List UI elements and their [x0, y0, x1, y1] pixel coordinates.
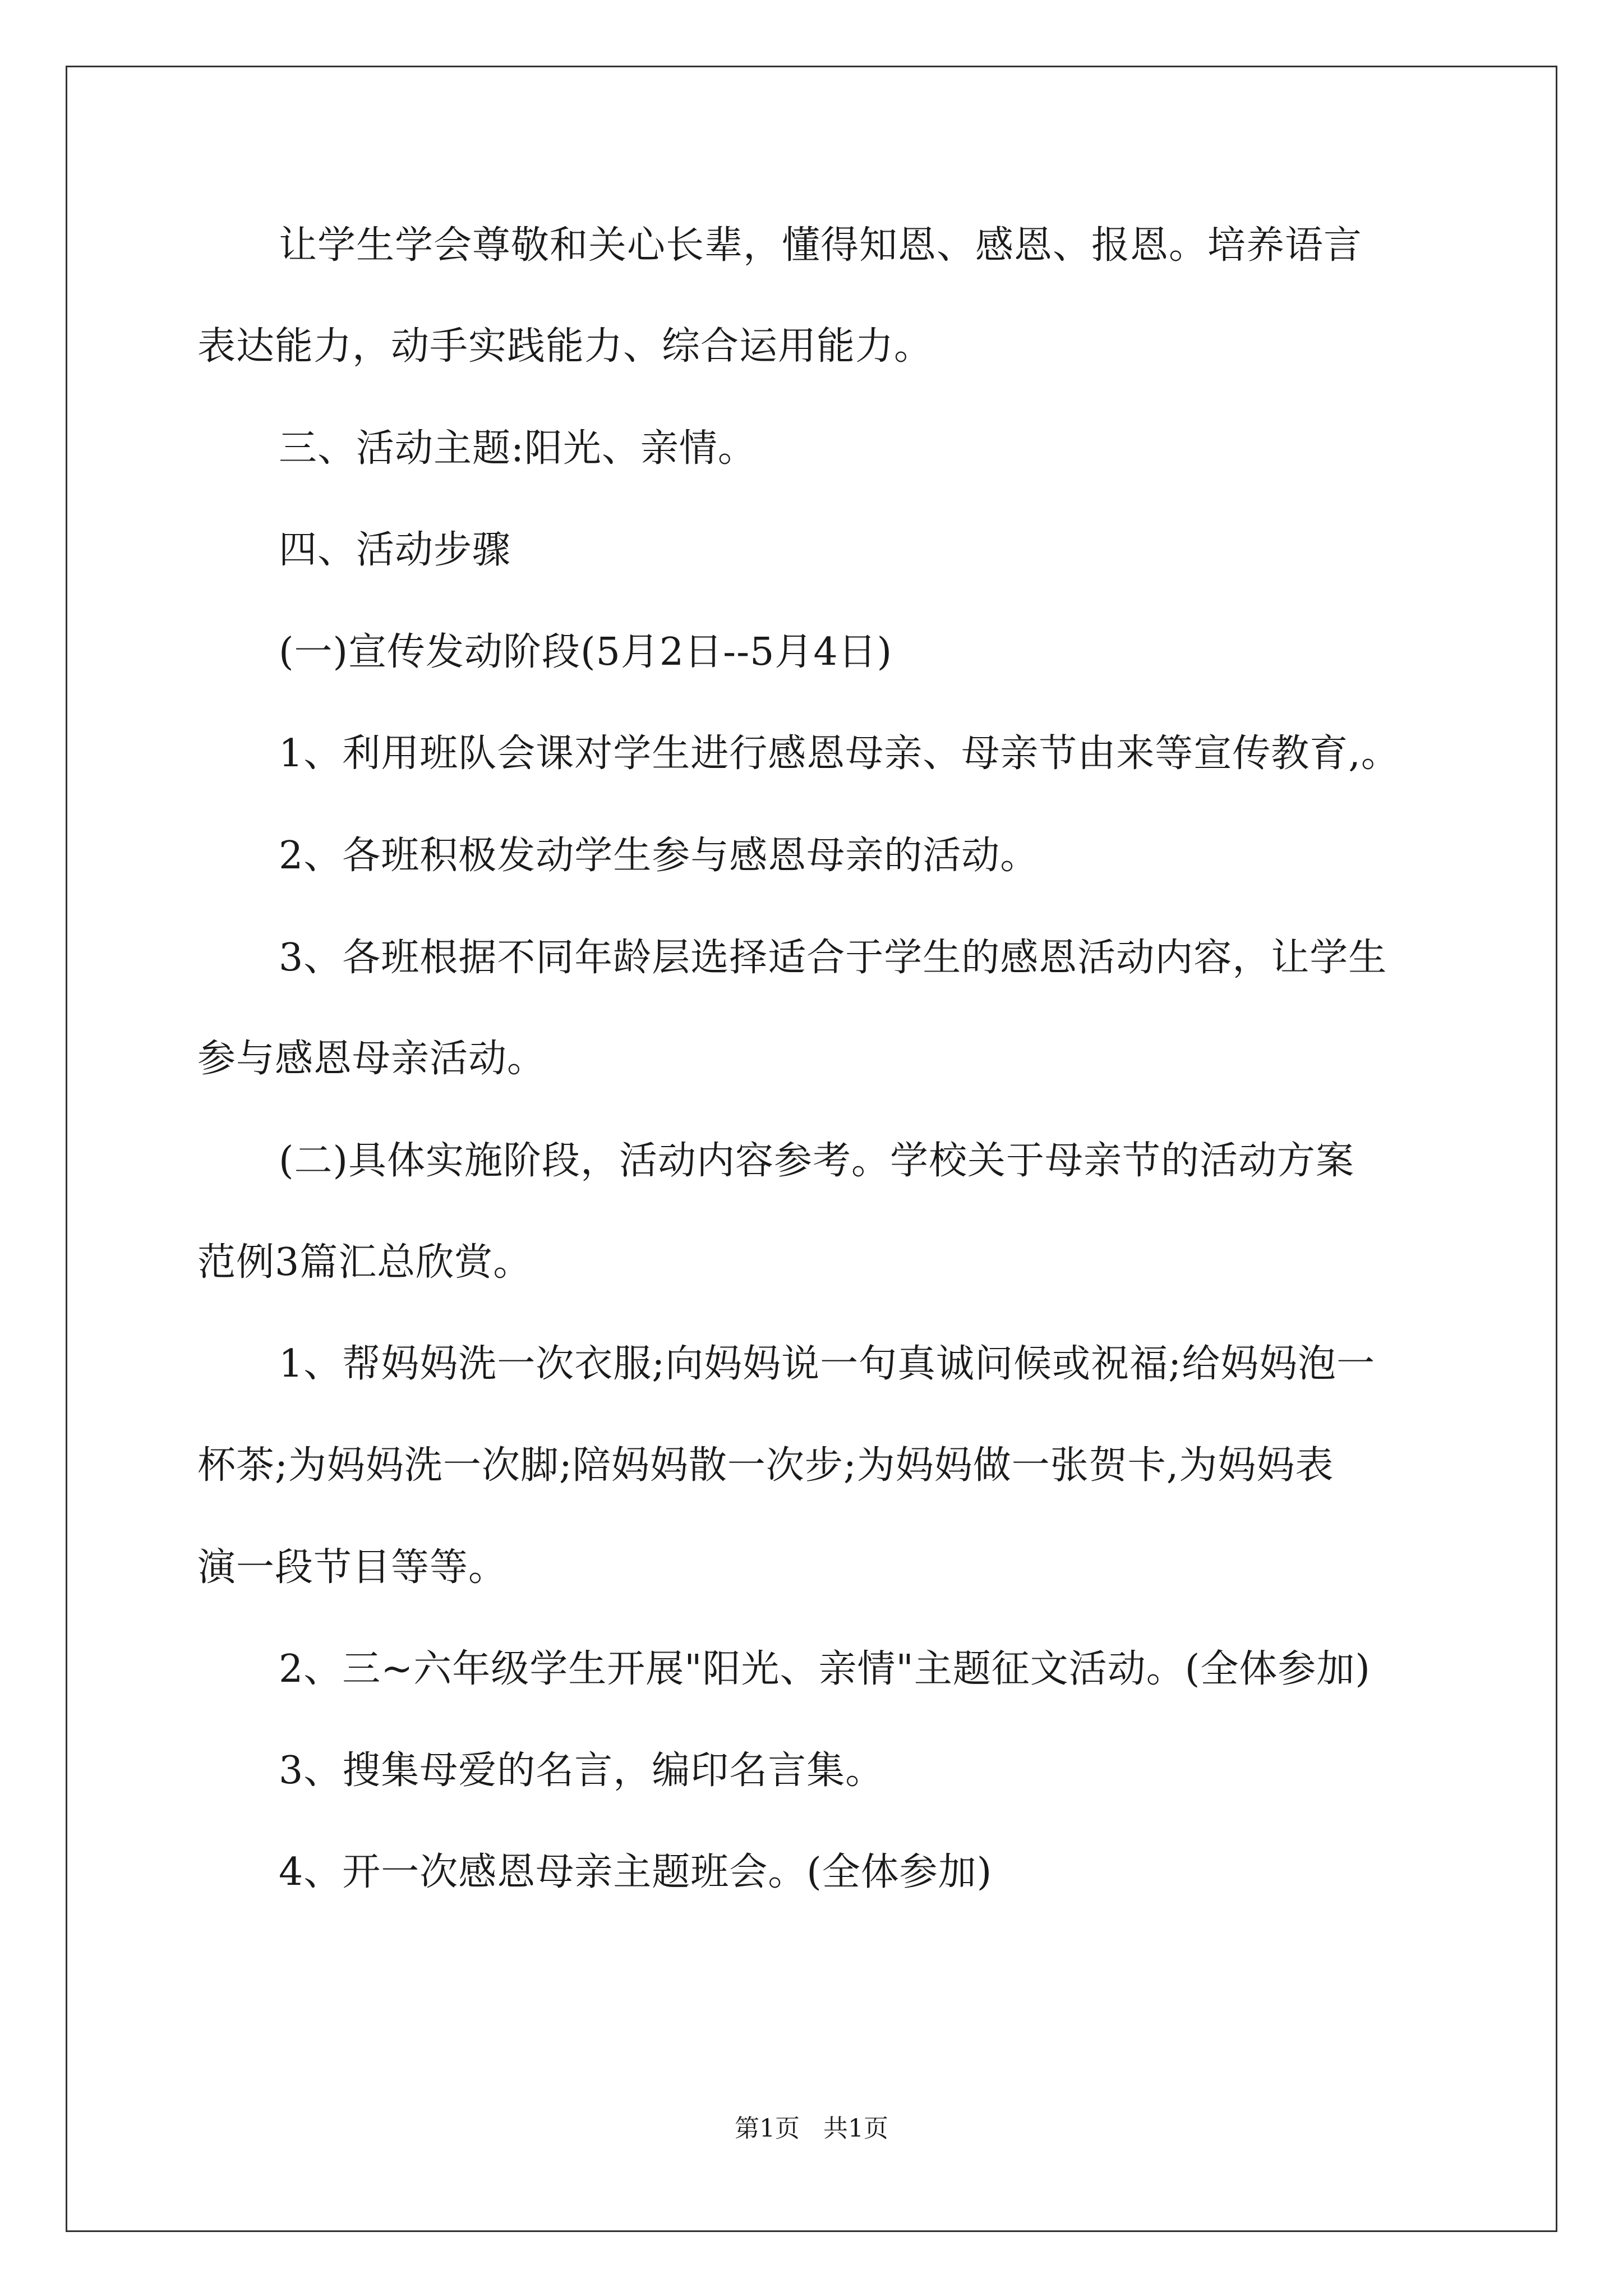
list-item: 3、各班根据不同年龄层选择适合于学生的感恩活动内容，让学生 — [279, 936, 1387, 980]
list-item: 2、三~六年级学生开展"阳光、亲情"主题征文活动。(全体参加) — [279, 1647, 1371, 1691]
subsection-heading: (二)具体实施阶段，活动内容参考。学校关于母亲节的活动方案 — [279, 1139, 1355, 1183]
list-item: 2、各班积极发动学生参与感恩母亲的活动。 — [279, 834, 1039, 878]
subsection-heading: (一)宣传发动阶段(5月2日--5月4日) — [279, 630, 893, 674]
list-item-continuation: 参与感恩母亲活动。 — [197, 1037, 546, 1081]
paragraph-line: 让学生学会尊敬和关心长辈，懂得知恩、感恩、报恩。培养语言 — [279, 223, 1363, 268]
section-heading: 四、活动步骤 — [279, 528, 511, 572]
paragraph-line: 范例3篇汇总欣赏。 — [197, 1240, 532, 1285]
list-item: 4、开一次感恩母亲主题班会。(全体参加) — [279, 1850, 993, 1894]
paragraph-line: 表达能力，动手实践能力、综合运用能力。 — [197, 324, 933, 369]
list-item: 1、帮妈妈洗一次衣服;向妈妈说一句真诚问候或祝福;给妈妈泡一 — [279, 1342, 1376, 1386]
section-heading: 三、活动主题:阳光、亲情。 — [279, 426, 757, 471]
list-item-continuation: 杯茶;为妈妈洗一次脚;陪妈妈散一次步;为妈妈做一张贺卡,为妈妈表 — [197, 1443, 1334, 1488]
list-item: 1、利用班队会课对学生进行感恩母亲、母亲节由来等宣传教育,。 — [279, 731, 1400, 776]
page-footer: 第1页 共1页 — [735, 2114, 888, 2143]
list-item: 3、搜集母爱的名言，编印名言集。 — [279, 1749, 884, 1793]
list-item-continuation: 演一段节目等等。 — [197, 1545, 508, 1590]
